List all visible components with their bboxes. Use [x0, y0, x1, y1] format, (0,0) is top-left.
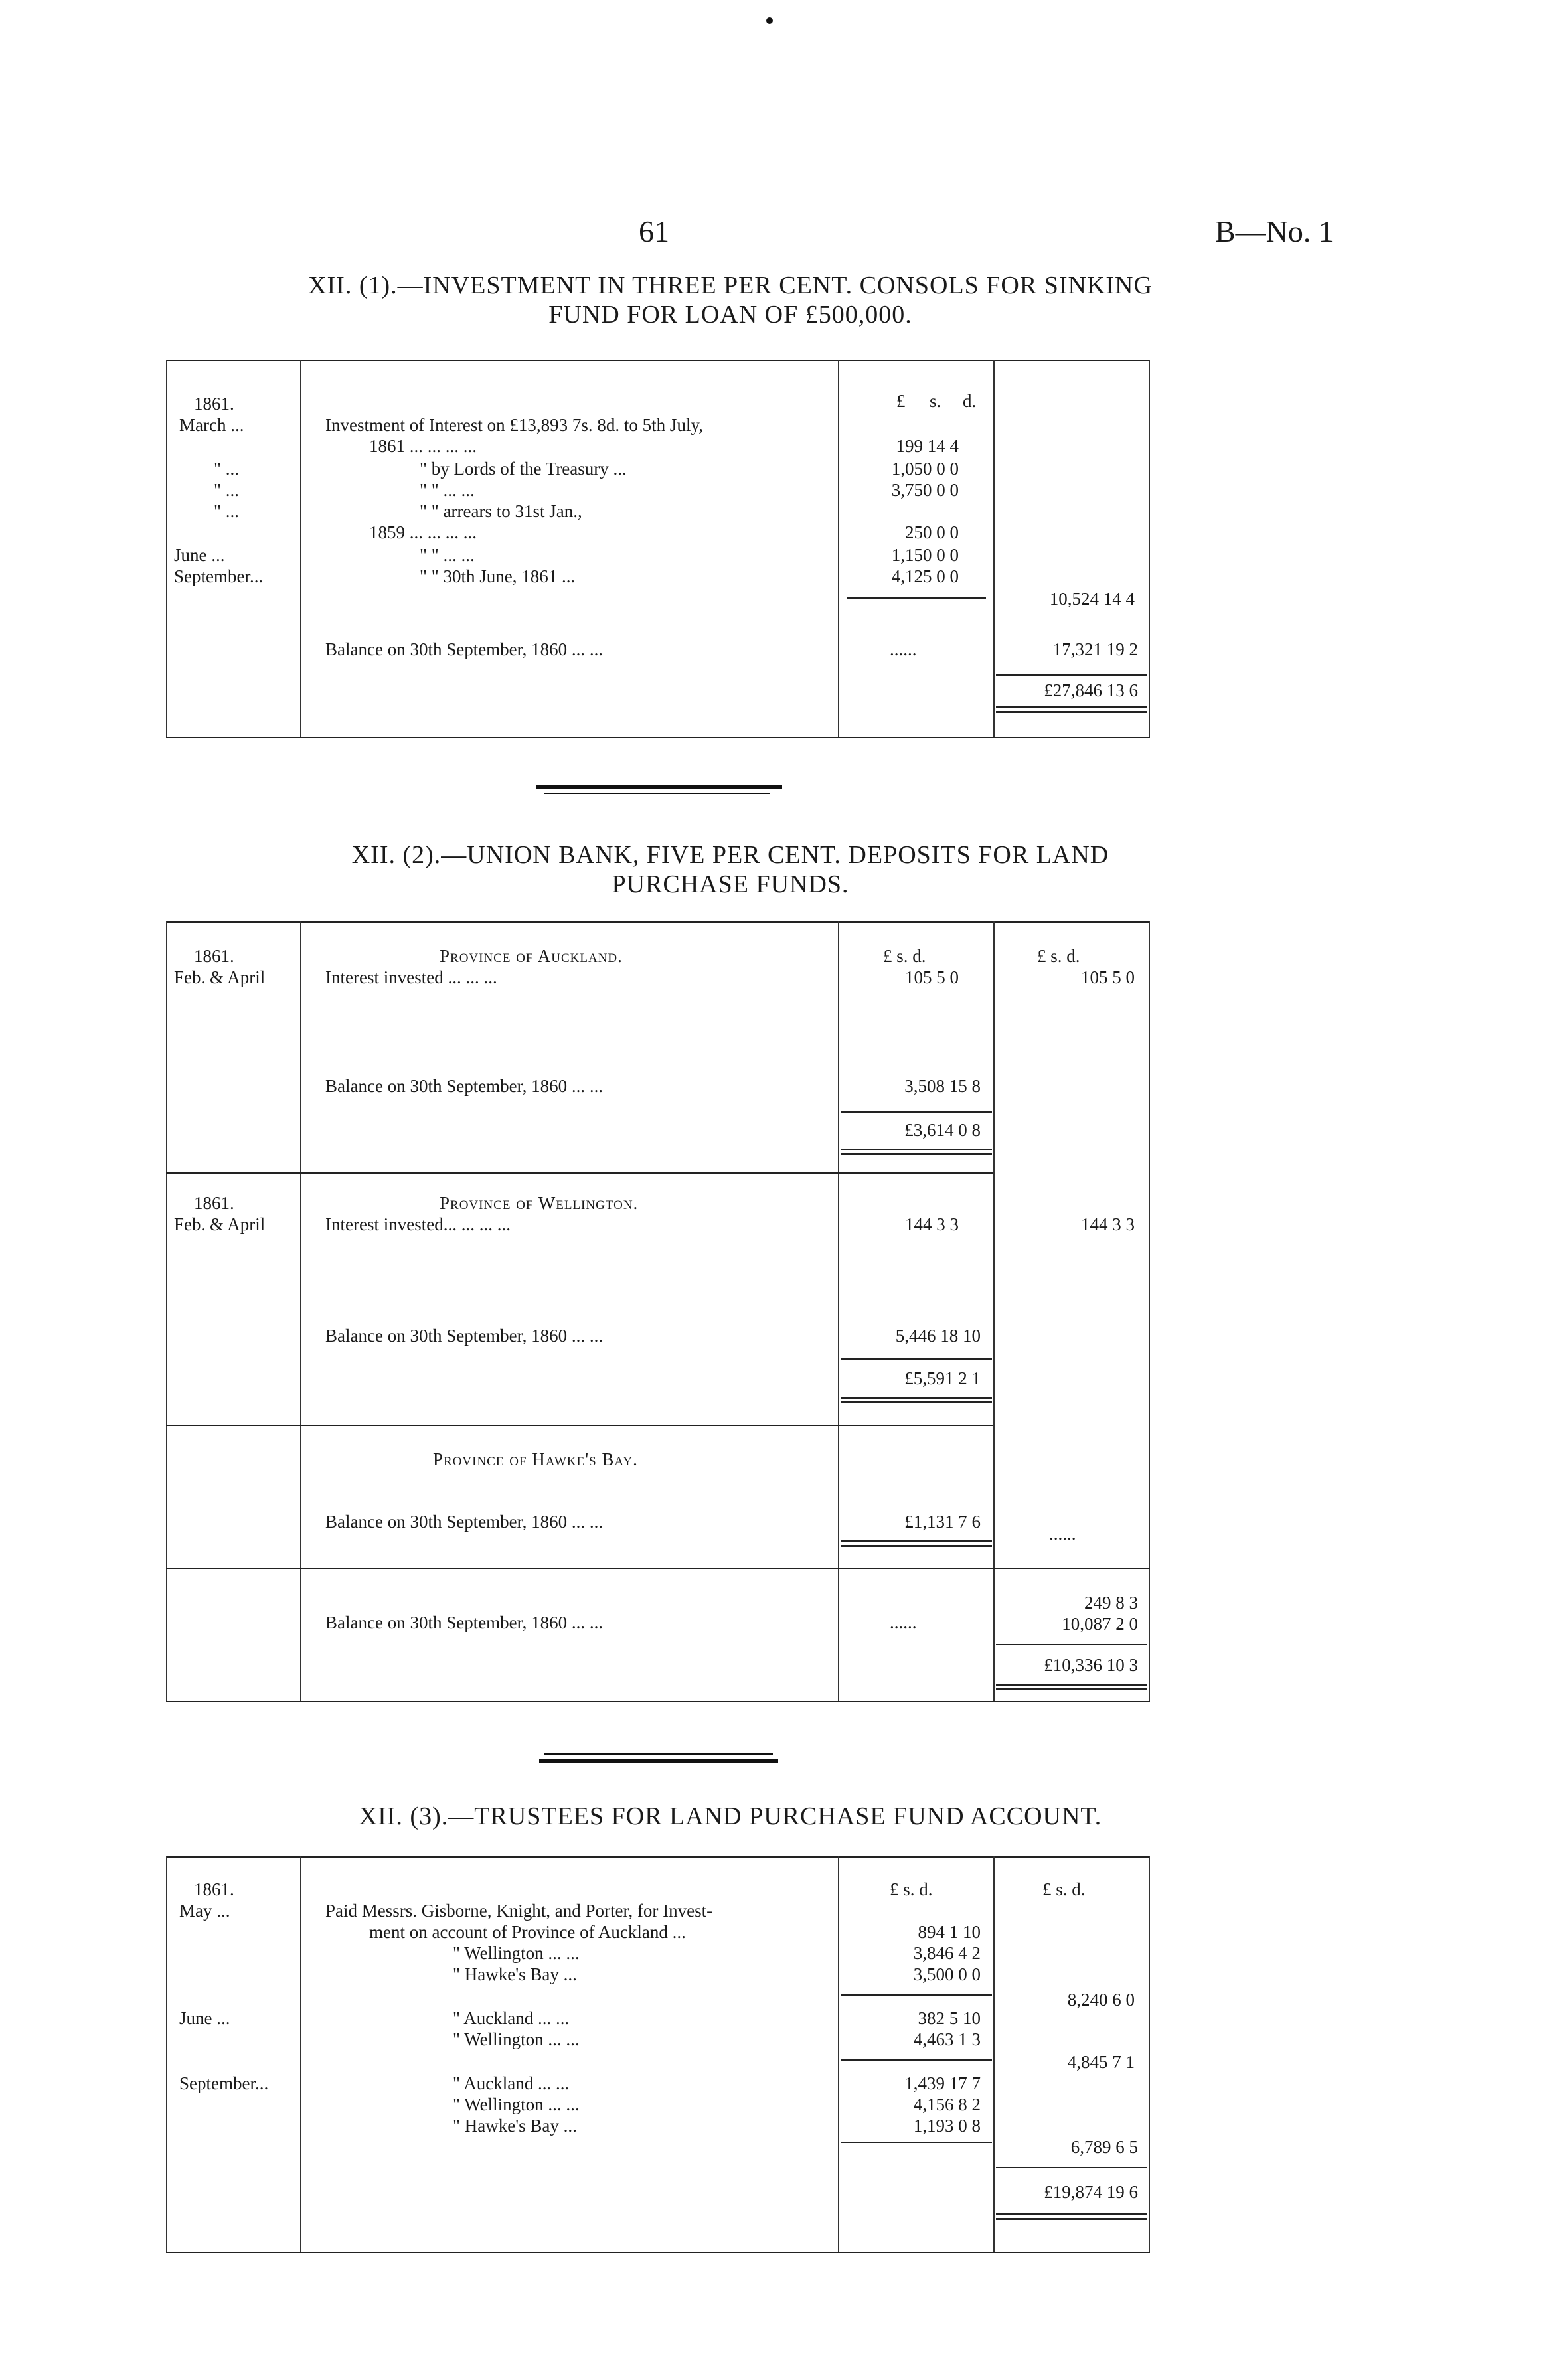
page-number: 61 — [639, 214, 669, 248]
grand-total: £19,874 19 6 — [1044, 2182, 1138, 2202]
column-divider — [300, 1856, 301, 2252]
column-divider — [993, 921, 995, 1701]
sum-rule — [996, 674, 1147, 676]
column-divider — [1149, 1856, 1150, 2252]
section3-title: XII. (3).—TRUSTEES FOR LAND PURCHASE FUND ACCOUNT. — [359, 1802, 1102, 1830]
double-rule — [841, 1153, 992, 1155]
final-balance: Balance on 30th September, 1860 ... ... — [325, 1613, 604, 1632]
row-date: 1861. — [194, 1879, 234, 1899]
column-divider — [300, 360, 301, 737]
row-desc: " Wellington ... ... — [453, 1943, 580, 1963]
column-header: £ s. d. — [890, 1879, 933, 1899]
sum-rule — [841, 2059, 992, 2061]
double-rule — [841, 1401, 992, 1403]
double-rule — [996, 1684, 1147, 1686]
row-date: 1861. — [194, 394, 234, 414]
column-divider — [838, 360, 839, 737]
row-amount: 4,125 0 0 — [891, 566, 959, 586]
table-top-rule — [166, 1856, 1150, 1858]
table-bottom-rule — [166, 2252, 1150, 2253]
double-rule — [841, 1540, 992, 1542]
row-date: " ... — [214, 459, 240, 479]
double-rule — [996, 706, 1147, 708]
double-rule — [841, 1149, 992, 1150]
row-desc: " Hawke's Bay ... — [453, 1964, 577, 1984]
row-desc: " by Lords of the Treasury ... — [420, 459, 627, 479]
table-top-rule — [166, 921, 1150, 923]
double-rule — [996, 1688, 1147, 1690]
section2-title-line1: XII. (2).—UNION BANK, FIVE PER CENT. DEPOSITS FOR LAND — [351, 841, 1109, 869]
shillings-header: s. — [930, 391, 941, 411]
wellington-date: Feb. & April — [174, 1214, 266, 1234]
sum-rule — [847, 597, 986, 599]
row-date: " ... — [214, 501, 240, 521]
row-date: " ... — [214, 480, 240, 500]
subtotal: 10,524 14 4 — [1049, 589, 1135, 609]
hawkes-right: ...... — [1049, 1524, 1076, 1544]
double-rule — [841, 1545, 992, 1547]
auckland-interest-right: 105 5 0 — [1081, 967, 1135, 987]
sum-rule — [996, 1644, 1147, 1645]
final-right-1: 249 8 3 — [1084, 1593, 1138, 1613]
row-amount: 3,846 4 2 — [913, 1943, 981, 1963]
row-date: September... — [174, 566, 264, 586]
wellington-year: 1861. — [194, 1193, 234, 1213]
row-desc: 1859 ... ... ... ... — [369, 522, 477, 542]
section-separator — [544, 1753, 773, 1755]
balance-mid: ...... — [890, 639, 917, 659]
hawkes-balance: Balance on 30th September, 1860 ... ... — [325, 1512, 604, 1532]
column-divider — [1149, 360, 1150, 737]
double-rule — [996, 2218, 1147, 2220]
auckland-interest-mid: 105 5 0 — [905, 967, 959, 987]
row-amount: 4,463 1 3 — [913, 2029, 981, 2049]
hawkes-heading: Province of Hawke's Bay. — [433, 1449, 638, 1469]
row-desc: Paid Messrs. Gisborne, Knight, and Porter, for Invest- — [325, 1901, 713, 1921]
row-desc: " Auckland ... ... — [453, 2073, 570, 2093]
wellington-interest-mid: 144 3 3 — [905, 1214, 959, 1234]
row-desc: " Wellington ... ... — [453, 2029, 580, 2049]
row-desc: " " arrears to 31st Jan., — [420, 501, 582, 521]
row-amount: 4,156 8 2 — [913, 2095, 981, 2114]
row-amount: 250 0 0 — [905, 522, 959, 542]
row-desc: 1861 ... ... ... ... — [369, 436, 477, 456]
auckland-total: £3,614 0 8 — [904, 1120, 981, 1140]
row-desc: " " ... ... — [420, 480, 475, 500]
section1-title-line2: FUND FOR LOAN OF £500,000. — [548, 301, 912, 329]
row-date: May ... — [179, 1901, 230, 1921]
row-date: June ... — [179, 2008, 230, 2028]
ink-dot — [766, 17, 773, 24]
row-amount: 894 1 10 — [918, 1922, 981, 1942]
block-divider — [166, 1568, 1150, 1569]
auckland-balance: Balance on 30th September, 1860 ... ... — [325, 1076, 604, 1096]
column-divider — [838, 1856, 839, 2252]
double-rule — [841, 1397, 992, 1399]
page-reference: B—No. 1 — [1215, 214, 1334, 248]
block-divider — [166, 1172, 993, 1174]
section1-title-line1: XII. (1).—INVESTMENT IN THREE PER CENT. CONSOLS FOR SINKING — [308, 272, 1153, 299]
auckland-balance-mid: 3,508 15 8 — [904, 1076, 981, 1096]
row-desc: ment on account of Province of Auckland ... — [369, 1922, 686, 1942]
row-amount: 1,050 0 0 — [891, 459, 959, 479]
column-header: £ s. d. — [1042, 1879, 1086, 1899]
row-desc: " Auckland ... ... — [453, 2008, 570, 2028]
column-divider — [166, 1856, 167, 2252]
auckland-interest: Interest invested ... ... ... — [325, 967, 497, 987]
column-divider — [993, 360, 995, 737]
row-amount: 3,750 0 0 — [891, 480, 959, 500]
wellington-heading: Province of Wellington. — [440, 1193, 639, 1213]
column-divider — [1149, 921, 1150, 1701]
subtotal: 8,240 6 0 — [1067, 1990, 1135, 2010]
column-header: £ s. d. — [883, 946, 926, 966]
row-desc: " " 30th June, 1861 ... — [420, 566, 576, 586]
row-desc: " " ... ... — [420, 545, 475, 565]
table-top-rule — [166, 360, 1150, 361]
row-date: June ... — [174, 545, 225, 565]
balance-desc: Balance on 30th September, 1860 ... ... — [325, 639, 604, 659]
sum-rule — [841, 1994, 992, 1996]
row-amount: 1,439 17 7 — [904, 2073, 981, 2093]
row-amount: 1,193 0 8 — [913, 2116, 981, 2136]
wellington-interest-right: 144 3 3 — [1081, 1214, 1135, 1234]
table-bottom-rule — [166, 1701, 1150, 1702]
balance-amount: 17,321 19 2 — [1052, 639, 1138, 659]
sum-rule — [841, 2142, 992, 2143]
row-desc: " Wellington ... ... — [453, 2095, 580, 2114]
sum-rule — [841, 1358, 992, 1360]
wellington-balance: Balance on 30th September, 1860 ... ... — [325, 1326, 604, 1346]
column-divider — [166, 360, 167, 737]
auckland-heading: Province of Auckland. — [440, 946, 623, 966]
auckland-year: 1861. — [194, 946, 234, 966]
row-amount: 3,500 0 0 — [913, 1964, 981, 1984]
column-divider — [993, 1856, 995, 2252]
block-divider — [166, 1425, 993, 1426]
final-total: £10,336 10 3 — [1044, 1655, 1138, 1675]
section-separator — [539, 1759, 778, 1763]
section-separator — [544, 793, 770, 794]
pounds-header: £ — [896, 391, 906, 411]
double-rule — [996, 2213, 1147, 2215]
row-date: September... — [179, 2073, 269, 2093]
subtotal: 6,789 6 5 — [1070, 2137, 1138, 2157]
section2-title-line2: PURCHASE FUNDS. — [612, 870, 849, 898]
column-header: £ s. d. — [1037, 946, 1080, 966]
table-bottom-rule — [166, 737, 1150, 738]
wellington-total: £5,591 2 1 — [904, 1368, 981, 1388]
grand-total: £27,846 13 6 — [1044, 680, 1138, 700]
subtotal: 4,845 7 1 — [1067, 2052, 1135, 2072]
final-right-2: 10,087 2 0 — [1062, 1614, 1138, 1634]
row-amount: 1,150 0 0 — [891, 545, 959, 565]
auckland-date: Feb. & April — [174, 967, 266, 987]
sum-rule — [841, 1111, 992, 1113]
pence-header: d. — [963, 391, 977, 411]
row-amount: 199 14 4 — [896, 436, 959, 456]
column-divider — [166, 921, 167, 1701]
wellington-interest: Interest invested... ... ... ... — [325, 1214, 511, 1234]
double-rule — [996, 711, 1147, 713]
section-separator — [536, 785, 782, 789]
row-desc: Investment of Interest on £13,893 7s. 8d. to 5th July, — [325, 415, 703, 435]
column-divider — [838, 921, 839, 1701]
sum-rule — [996, 2167, 1147, 2168]
row-desc: " Hawke's Bay ... — [453, 2116, 577, 2136]
final-balance-mid: ...... — [890, 1613, 917, 1632]
row-date: March ... — [179, 415, 244, 435]
column-divider — [300, 921, 301, 1701]
hawkes-balance-mid: £1,131 7 6 — [904, 1512, 981, 1532]
row-amount: 382 5 10 — [918, 2008, 981, 2028]
wellington-balance-mid: 5,446 18 10 — [895, 1326, 981, 1346]
